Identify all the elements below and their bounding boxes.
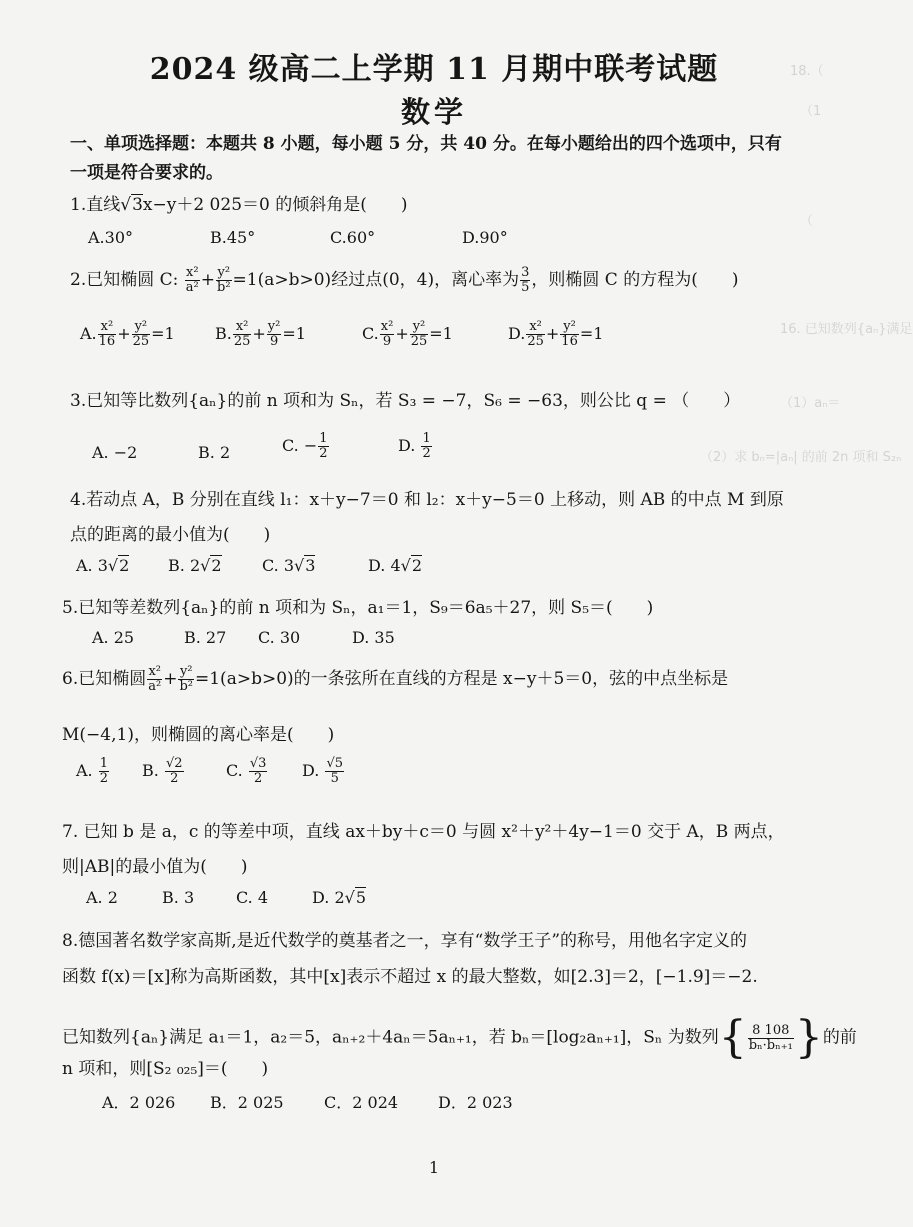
option-a: A. 2: [86, 888, 118, 907]
option-c: C．2 024: [324, 1093, 399, 1112]
question-text: =1(a>b>0)的一条弦所在直线的方程是 x−y＋5＝0，弦的中点坐标是: [195, 669, 729, 689]
option-b: B. 2: [198, 443, 231, 462]
option-d: D.90°: [462, 228, 508, 247]
question-7-line2: 则|AB|的最小值为( ): [62, 857, 248, 877]
question-text: 若动点 A，B 分别在直线 l₁：x＋y−7＝0 和 l₂：x＋y−5＝0 上移动，则 AB 的中点 M 到原: [86, 490, 784, 510]
question-number: 8.: [62, 931, 79, 951]
section-heading: 一、单项选择题：本题共 8 小题，每小题 5 分，共 40 分。在每小题给出的四个选项中，只有一项是符合要求的。: [70, 134, 782, 183]
question-number: 1.: [70, 195, 87, 215]
question-text: ，则椭圆 C 的方程为( ): [531, 270, 739, 290]
option-a: A. 25: [92, 628, 135, 647]
question-number: 6.: [62, 669, 79, 689]
fraction: $\frac{\text{y²}}{\text{b²}}$: [217, 265, 231, 295]
question-7: [62, 817, 785, 842]
radicand: 3: [132, 195, 143, 215]
option-b: B. 3: [162, 888, 195, 907]
question-number: 7.: [62, 822, 79, 842]
question-text: 已知椭圆: [78, 669, 147, 689]
question-3: [70, 386, 740, 411]
question-2: 2.已知椭圆 C: $\frac{\text{x²}}{\text{a²}}$ + $\frac{\text{y²}}{\text{b²}}$ =1(a>b>0)经过点(0，4)，离心率为 $\frac{3}{5}$ ，则椭圆 C 的方程为( ): [70, 265, 739, 295]
page-number: 1: [428, 1158, 440, 1177]
option-a: A. $\frac{1}{2}$: [76, 756, 109, 786]
option-d: D. 2√5: [312, 888, 367, 907]
subject-title: 数学: [400, 95, 467, 129]
option-d: D. $\frac{√5}{5}$: [302, 756, 343, 786]
option-d: D. 4√2: [368, 556, 423, 575]
option-d: D. 35: [352, 628, 395, 647]
option-b: B.45°: [210, 228, 256, 247]
question-text: 德国著名数学家高斯,是近代数学的奠基者之一，享有“数学王子”的称号，用他名字定义的: [78, 931, 748, 951]
bleed-through-text: （2）求 bₙ=|aₙ| 的前 2n 项和 S₂ₙ: [700, 450, 902, 465]
option-b: B. $\frac{\text{x²}}{25}$ + $\frac{\text{y²}}{9}$ =1: [215, 319, 306, 349]
question-number: 2.: [70, 270, 87, 290]
option-b: B. $\frac{√2}{2}$: [142, 756, 183, 786]
question-number: 4.: [70, 490, 87, 510]
question-8-line3: 已知数列{aₙ}满足 a₁＝1，a₂＝5，aₙ₊₂＋4aₙ＝5aₙ₊₁，若 bₙ＝[log₂aₙ₊₁]，Sₙ 为数列{ $\frac{8 108}{\text{bₙ·bₙ₊₁}}$ }的前: [62, 1012, 857, 1063]
option-d: D. $\frac{\text{x²}}{25}$ + $\frac{\text{y²}}{16}$ =1: [508, 319, 604, 349]
option-a: A. $\frac{\text{x²}}{16}$ + $\frac{\text{y²}}{25}$ =1: [80, 319, 175, 349]
question-text: 已知等比数列{aₙ}的前 n 项和为 Sₙ，若 S₃ = −7，S₆ = −63，则公比 q = （ ）: [86, 391, 741, 411]
question-number: 3.: [70, 391, 87, 411]
bleed-through-text: 16. 已知数列{aₙ}满足: [780, 322, 913, 337]
option-a: A．2 026: [102, 1093, 176, 1112]
question-4-line2: 点的距离的最小值为( ): [70, 525, 271, 545]
option-c: C. − $\frac{1}{2}$: [282, 431, 328, 461]
option-d: D. $\frac{1}{2}$: [398, 431, 431, 461]
fraction: $\frac{\text{x²}}{\text{a²}}$: [185, 265, 199, 295]
option-c: C.60°: [330, 228, 376, 247]
question-text: 已知等差数列{aₙ}的前 n 项和为 Sₙ，a₁＝1，S₉＝6a₅＋27，则 S₅＝( ): [78, 598, 654, 618]
option-c: C. $\frac{√3}{2}$: [226, 756, 267, 786]
question-text: =1(a>b>0)经过点(0，4)，离心率为: [232, 270, 520, 290]
question-6: 6.已知椭圆 $\frac{\text{x²}}{\text{a²}}$ + $\frac{\text{y²}}{\text{b²}}$ =1(a>b>0)的一条弦所在直线的方程是 x−y＋5＝0，弦的中点坐标是: [62, 664, 729, 694]
option-a: A.30°: [88, 228, 133, 247]
question-5: [62, 593, 653, 618]
option-b: B. 27: [184, 628, 227, 647]
option-a: A. −2: [92, 443, 138, 462]
bleed-through-text: （: [800, 214, 814, 229]
question-text: 已知椭圆 C:: [86, 270, 179, 290]
option-d: D．2 023: [438, 1093, 513, 1112]
question-1: 1.直线√3x−y＋2 025＝0 的倾斜角是( ): [70, 195, 408, 215]
exam-title: 2024 级高二上学期 11 月期中联考试题: [149, 52, 719, 87]
question-text: 已知 b 是 a，c 的等差中项，直线 ax＋by＋c＝0 与圆 x²＋y²＋4y−1＝0 交于 A，B 两点，: [83, 822, 785, 842]
question-8: [62, 926, 747, 951]
question-8-line4: n 项和，则[S₂ ₀₂₅]＝( ): [62, 1059, 269, 1079]
question-text: 直线: [86, 195, 121, 215]
option-c: C. 30: [258, 628, 301, 647]
option-c: C. $\frac{\text{x²}}{9}$ + $\frac{\text{y²}}{25}$ =1: [362, 319, 453, 349]
bleed-through-text: （1: [800, 104, 822, 119]
question-number: 5.: [62, 598, 79, 618]
question-4: [70, 485, 784, 510]
option-c: C. 4: [236, 888, 269, 907]
option-a: A. 3√2: [76, 556, 130, 575]
fraction: $\frac{3}{5}$: [521, 265, 530, 295]
option-b: B．2 025: [210, 1093, 284, 1112]
question-text: x−y＋2 025＝0 的倾斜角是( ): [142, 195, 408, 215]
bleed-through-text: （1）aₙ＝: [780, 396, 841, 411]
question-6-line2: M(−4,1)，则椭圆的离心率是( ): [62, 725, 335, 745]
option-b: B. 2√2: [168, 556, 222, 575]
option-c: C. 3√3: [262, 556, 316, 575]
question-8-line2: 函数 f(x)＝[x]称为高斯函数，其中[x]表示不超过 x 的最大整数，如[2.3]＝2，[−1.9]＝−2.: [62, 967, 758, 987]
bleed-through-text: 18.（: [790, 64, 824, 79]
